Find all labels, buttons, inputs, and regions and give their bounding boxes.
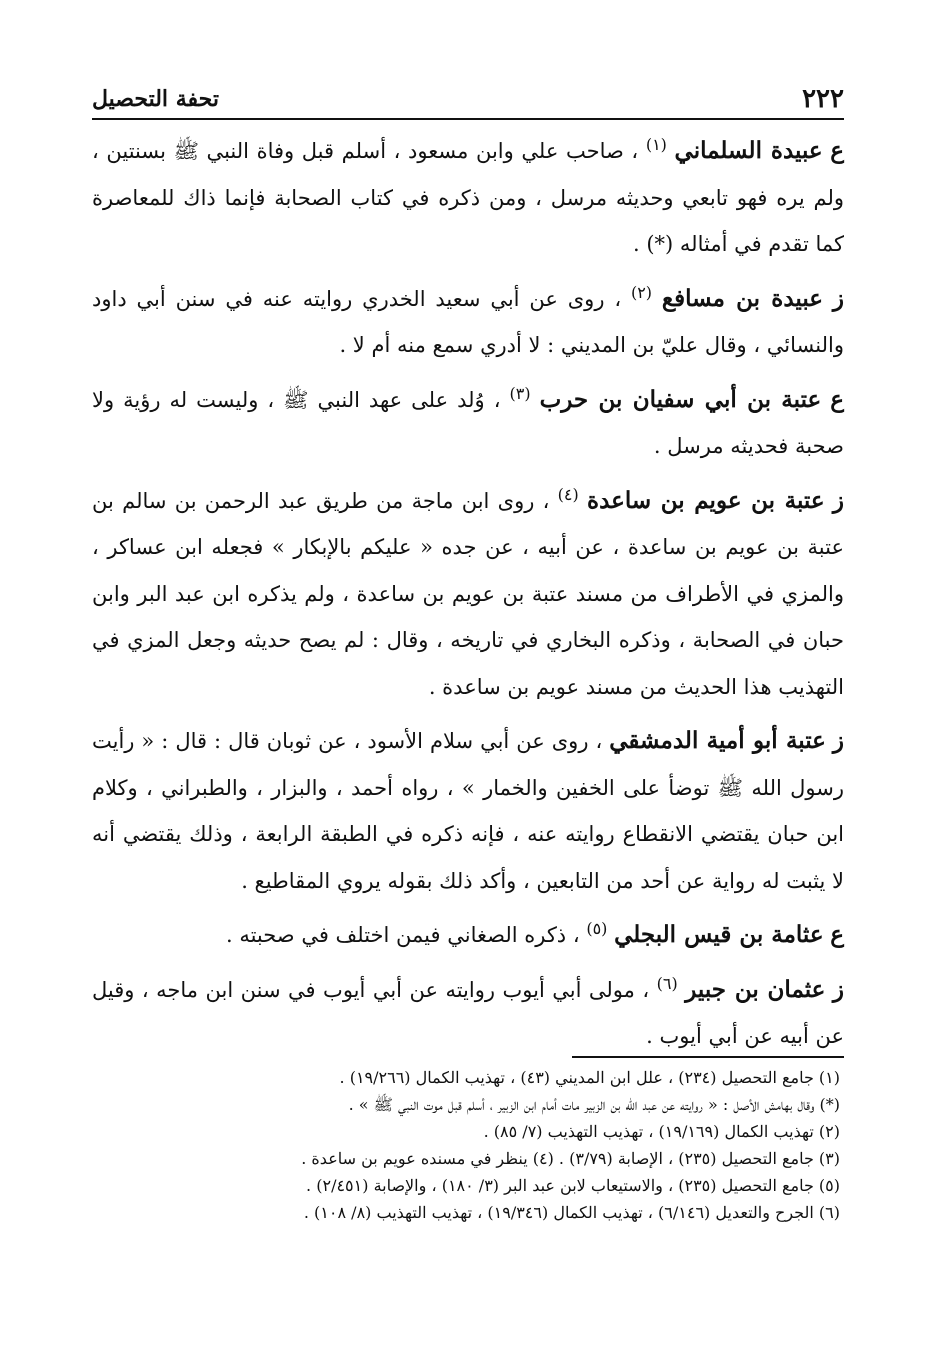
entry-marker: ع: [830, 385, 844, 413]
footnotes: [92, 1064, 840, 1226]
entry-text: ، ذكره الصغاني فيمن اختلف في صحبته .: [225, 923, 580, 947]
entry-marker: ز: [832, 727, 844, 754]
narrator-name: عثامة بن قيس البجلي: [614, 921, 824, 948]
entry-marker: ع: [830, 921, 844, 948]
entry-marker: ز: [832, 486, 844, 514]
footnote: (١) جامع التحصيل (٢٣٤) ، علل ابن المديني (٤٣) ، تهذيب الكمال (١٩/٢٦٦) .: [339, 1068, 840, 1087]
entry-text: ، صاحب علي وابن مسعود ، أسلم قبل وفاة النبي ﷺ بسنتين ، ولم يره فهو تابعي وحديثه مرسل ، ومن ذكره في كتاب الصحابة فإنما ذاك للمعاصرة كما تقدم في أمثاله (*) .: [92, 139, 844, 256]
entry-marker: ز: [832, 284, 844, 312]
running-title: تحفة التحصيل: [92, 86, 219, 112]
entry-text: ، مولى أبي أيوب روايته عن أبي أيوب في سنن ابن ماجه ، وقيل عن أبيه عن أبي أيوب .: [92, 977, 844, 1048]
narrator-name: عثمان بن جبير: [685, 975, 826, 1003]
entry-marker: ع: [830, 137, 844, 164]
main-text: [92, 128, 844, 1068]
page-number: ٢٢٢: [802, 84, 844, 114]
narrator-name: عتبة بن عويم بن ساعدة: [587, 486, 825, 514]
narrator-name: عبيدة بن مسافع: [661, 284, 824, 312]
footnote-ref: (١): [645, 135, 667, 154]
entry-text: ، روى ابن ماجة من طريق عبد الرحمن بن سالم بن عتبة بن عويم بن ساعدة ، عن أبيه ، عن جده « عليكم بالإبكار » فجعله ابن عساكر ، والمزي في الأطراف من مسند عتبة بن عويم بن ساعدة ، ولم يذكره ابن عبد البر وابن حبان في الصحابة ، وذكره البخاري في تاريخه ، وقال : لم يصح حديثه وجعل المزي في التهذيب هذا الحديث من مسند عويم بن ساعدة .: [92, 488, 844, 699]
narrator-name: عتبة بن أبي سفيان بن حرب: [539, 385, 822, 413]
footnote: (٢) تهذيب الكمال (١٩/١٦٩) ، تهذيب التهذيب (٧/ ٨٥) .: [483, 1122, 840, 1141]
entry-ubayda-salmani: [92, 128, 844, 268]
entry-utba-abu-umayya: [92, 718, 844, 904]
entry-uthman-jubayr: [92, 967, 844, 1060]
entry-text: ، وُلد على عهد النبي ﷺ ، وليست له رؤية ولا صحبة فحديثه مرسل .: [92, 387, 844, 458]
entry-uthama: [92, 912, 844, 959]
footnote: (*) وقال بهامش الأصل : « روايته عن عبد الله بن الزبير مات أمام ابن الزبير ، أسلم قبل موت النبي ﷺ » .: [348, 1095, 840, 1114]
footnote-ref: (٤): [557, 484, 579, 504]
footnote-divider: [572, 1056, 844, 1058]
entry-utba-uwaym: [92, 478, 844, 711]
footnote-ref: (٥): [586, 919, 608, 938]
footnote: (٣) جامع التحصيل (٢٣٥) ، الإصابة (٣/٧٩) . (٤) ينظر في مسنده عويم بن ساعدة .: [301, 1149, 840, 1168]
entry-utba-abi-sufyan: [92, 377, 844, 470]
footnote-ref: (٣): [509, 383, 531, 403]
footnote: (٥) جامع التحصيل (٢٣٥) ، والاستيعاب لابن عبد البر (٣/ ١٨٠) ، والإصابة (٢/٤٥١) .: [306, 1176, 840, 1195]
entry-text: ، روى عن أبي سلام الأسود ، عن ثوبان قال : قال : « رأيت رسول الله ﷺ توضأ على الخفين والخمار » ، رواه أحمد ، والبزار ، والطبراني ، وكلام ابن حبان يقتضي الانقطاع روايته عنه ، فإنه ذكره في الطبقة الرابعة ، وذلك يقتضي أنه لا يثبت له رواية عن أحد من التابعين ، وأكد ذلك بقوله يروي المقاطيع .: [92, 729, 844, 893]
entry-marker: ز: [832, 975, 844, 1003]
entry-text: ، روى عن أبي سعيد الخدري روايته عنه في سنن أبي داود والنسائي ، وقال عليّ بن المديني : لا أدري سمع منه أم لا .: [92, 286, 844, 357]
footnote-ref: (٦): [656, 973, 678, 993]
footnote: (٦) الجرح والتعديل (٦/١٤٦) ، تهذيب الكمال (١٩/٣٤٦) ، تهذيب التهذيب (٨/ ١٠٨) .: [303, 1203, 840, 1222]
narrator-name: عبيدة السلماني: [674, 137, 823, 164]
footnote-ref: (٢): [630, 282, 653, 302]
page-header: [92, 70, 844, 120]
narrator-name: عتبة أبو أمية الدمشقي: [609, 727, 826, 754]
entry-ubayda-musafi: [92, 276, 844, 369]
